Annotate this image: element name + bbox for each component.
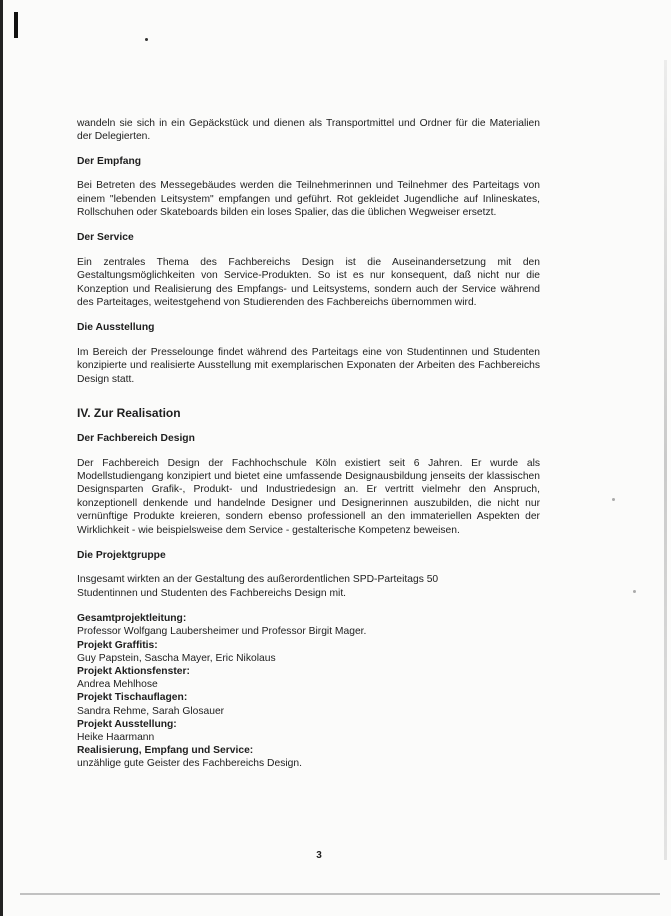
credit-role: Gesamtprojektleitung: bbox=[77, 613, 187, 625]
credit-names: Sandra Rehme, Sarah Glosauer bbox=[77, 705, 225, 717]
document-body bbox=[77, 117, 540, 771]
credit-item bbox=[77, 665, 540, 691]
credit-names: unzählige gute Geister des Fachbereichs Design. bbox=[77, 758, 302, 770]
heading-ausstellung: Die Ausstellung bbox=[77, 322, 155, 334]
chapter-title: IV. Zur Realisation bbox=[77, 406, 181, 421]
heading-service: Der Service bbox=[77, 232, 134, 244]
credit-names: Heike Haarmann bbox=[77, 731, 155, 743]
projektgruppe-line-1: Insgesamt wirkten an der Gestaltung des außerordentlichen SPD-Parteitags 50 bbox=[77, 574, 439, 586]
intro-paragraph: wandeln sie sich in ein Gepäckstück und dienen als Transportmittel und Ordner für die Materialien der Delegierten. bbox=[77, 118, 540, 143]
heading-fachbereich: Der Fachbereich Design bbox=[77, 433, 195, 445]
scan-edge-left bbox=[0, 0, 3, 916]
heading-projektgruppe: Die Projektgruppe bbox=[77, 549, 166, 561]
paragraph-ausstellung: Im Bereich der Presselounge findet während des Parteitags eine von Studentinnen und Studenten konzipierte und realisierte Ausstellung mit exemplarischen Exponaten der Arbeiten des Fachbereichs Design statt. bbox=[77, 346, 540, 385]
credit-item bbox=[77, 744, 540, 770]
paragraph-service: Ein zentrales Thema des Fachbereichs Design ist die Auseinandersetzung mit den Gestaltungsmöglichkeiten von Service-Produkten. So ist es nur konsequent, daß nicht nur die Konzeption und Realisierung des Empfangs- und Leitsystems, sondern auch der Service während des Parteitages, weitestgehend von Studierenden des Fachbereichs übernommen wird. bbox=[77, 256, 540, 309]
scan-edge-right bbox=[664, 60, 667, 860]
scan-speck bbox=[145, 38, 148, 41]
credit-role: Realisierung, Empfang und Service: bbox=[77, 745, 254, 757]
credit-role: Projekt Tischauflagen: bbox=[77, 692, 188, 704]
credit-names: Guy Papstein, Sascha Mayer, Eric Nikolaus bbox=[77, 652, 276, 664]
credit-role: Projekt Aktionsfenster: bbox=[77, 665, 190, 677]
credit-role: Projekt Graffitis: bbox=[77, 639, 158, 651]
credit-item bbox=[77, 612, 540, 638]
page-number: 3 bbox=[316, 850, 322, 861]
credit-names: Andrea Mehlhose bbox=[77, 679, 158, 691]
scan-speck bbox=[633, 590, 636, 593]
credit-item bbox=[77, 639, 540, 665]
scan-speck bbox=[612, 498, 615, 501]
paragraph-empfang: Bei Betreten des Messegebäudes werden die Teilnehmerinnen und Teilnehmer des Parteitags von einem "lebenden Leitsystem" empfangen und geführt. Rot gekleidet Jugendliche auf Inlineskates, Rollschuhen oder Skateboards bilden ein loses Spalier, das die üblichen Wegweiser ersetzt. bbox=[77, 180, 540, 219]
credit-item bbox=[77, 691, 540, 717]
scan-edge-bottom bbox=[20, 893, 660, 895]
credit-role: Projekt Ausstellung: bbox=[77, 718, 177, 730]
credit-names: Professor Wolfgang Laubersheimer und Professor Birgit Mager. bbox=[77, 626, 367, 638]
scan-mark bbox=[14, 12, 18, 38]
credits-list bbox=[77, 612, 540, 770]
projektgruppe-line-2: Studentinnen und Studenten des Fachbereichs Design mit. bbox=[77, 587, 347, 599]
paragraph-fachbereich: Der Fachbereich Design der Fachhochschule Köln existiert seit 6 Jahren. Er wurde als Modellstudiengang konzipiert und bietet eine umfassende Designausbildung jenseits der klassischen Designsparten Grafik-, Produkt- und Industriedesign an. Er vertritt vielmehr den Anspruch, konzeptionell denkende und handelnde Designer und Designerinnen auszubilden, die nicht nur vernünftige Produkte kreieren, sondern ebenso professionell an den immateriellen Aspekten der Wirklichkeit - wie beispielsweise dem Service - gestalterische Kompetenz beweisen. bbox=[77, 457, 540, 536]
heading-empfang: Der Empfang bbox=[77, 155, 142, 167]
credit-item bbox=[77, 718, 540, 744]
